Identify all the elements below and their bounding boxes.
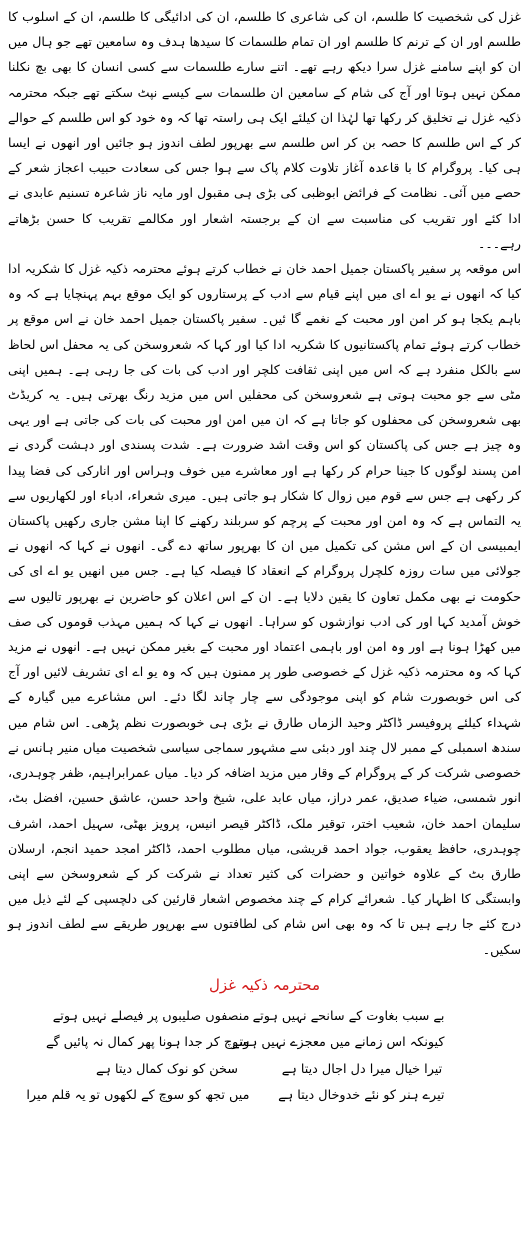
poem-couplet [8, 1057, 521, 1084]
article-paragraph-1: غزل کی شخصیت کا طلسم، ان کی شاعری کا طلسم، ان کی ادائیگی کا طلسم، ان کے اسلوب کا طلسم اور ان کے ترنم کا طلسم اور ان تمام طلسمات کا سیدھا ہدف وہ سامعین تھے جو ہال میں ان کو اپنے سامنے غزل سرا دیکھ رہے تھے۔ اتنے سارے طلسمات سے کسی انسان کا بھی بچ نکلنا ممکن نہیں ہوتا اور آج کی شام کے سامعین ان طلسمات سے کیسے نپٹ سکتے تھے جبکہ محترمہ ذکیہ غزل نے تخلیق کر رکھا تھا لہٰذا ان کیلئے ایک ہی راستہ تھا کہ وہ خود کو اس طلسم کے حوالے کر کے اس طلسم کا حصہ بن کر اس طلسم سے بھرپور لطف اندوز ہو جائیں اور انھوں نے ایسا ہی کیا۔ پروگرام کا با قاعدہ آغاز تلاوت کلام پاک سے ہوا جس کی سعادت حبیب اعجاز شعر کے حصے میں آئی۔ نظامت کے فرائض ابوظبی کی بڑی ہی مقبول اور مایہ ناز شاعرہ تسنیم عابدی نے ادا کئے اور تقریب کی مناسبت سے ان کے برجستہ اشعار اور مکالمے تقریب کا حسن بڑھاتے رہے۔۔۔ [8, 9, 521, 251]
poem-couplet [8, 1030, 521, 1057]
poem-line-second: تیرے ہنر کو نئے خدوخال دیتا ہے [278, 1088, 445, 1104]
poem-line-second: کیونکہ اس زمانے میں معجزے نہیں ہوتے [232, 1035, 445, 1051]
poem-line-first: سوچ کر جدا ہونا پھر کمال نہ پائیں گے [45, 1035, 250, 1051]
poem [8, 1004, 521, 1110]
poem-couplet [8, 1083, 521, 1110]
article-paragraph-2: اس موقعہ پر سفیر پاکستان جمیل احمد خان نے خطاب کرتے ہوئے محترمہ ذکیہ غزل کا شکریہ ادا کیا کہ انھوں نے یو اے ای میں اپنے قیام سے ادب کے پرستاروں کو ایک موقع بہم پہنچایا ہے کہ وہ باہم یکجا ہو کر امن اور محبت کے نغمے گا ئیں۔ سفیر پاکستان جمیل احمد خان نے اس موقع پر خطاب کرتے ہوئے تمام پاکستانیوں کا شکریہ ادا کیا اور کہا کہ شعروسخن کی یہ محفل اس لحاظ سے بالکل منفرد ہے کہ اس میں اپنی ثقافت کلچر اور ادب کی بات کی جا رہی ہے۔ ہمیں اپنی مٹی سے جو محبت ہوتی ہے شعروسخن کی محفلیں اس میں مزید رنگ بھرتی ہیں۔ یہ کریڈٹ بھی شعروسخن کی محفلوں کو جاتا ہے کہ ان میں امن اور محبت کی بات کی جاتی ہے اور یہی وہ چیز ہے جس کی پاکستان کو اس وقت اشد ضرورت ہے۔ شدت پسندی اور دہشت گردی نے امن پسند لوگوں کا جینا حرام کر رکھا ہے اور معاشرے میں خوف وہراس اور انارکی کی فضا پیدا کر رکھی ہے جس سے قوم میں زوال کا شکار ہو جاتی ہیں۔ میری شعراء، ادباء اور لکھاریوں سے یہ التماس ہے کہ وہ امن اور محبت کے پرچم کو سربلند رکھنے کا اپنا مشن جاری رکھیں پاکستان ایمبیسی ان کے اس مشن کی تکمیل میں ان کا بھرپور ساتھ دے گی۔ انھوں نے کہا کہ انھوں نے جولائی میں سات روزہ کلچرل پروگرام کے انعقاد کا فیصلہ کیا ہے۔ جس میں انھیں یو اے ای کی حکومت نے بھی مکمل تعاون کا یقین دلایا ہے۔ ان کے اس اعلان کو حاضرین نے بھرپور تالیوں سے خوش آمدید کہا اور کی ادب نوازشوں کو سراہا۔ انھوں نے کہا کہ ہمیں مہذب قوموں کی صف میں کھڑا ہونا ہے اور وہ امن اور باہمی اعتماد اور محبت کے بغیر ممکن نہیں ہے۔ انھوں نے مزید کہا کہ وہ محترمہ ذکیہ غزل کے خصوصی طور پر ممنون ہیں کہ وہ یو اے ای تشریف لائیں اور آج کی اس خوبصورت شام کو اپنی موجودگی سے چار چاند لگا دئے۔ اس مشاعرے میں گیارہ کے شہداء کیلئے پروفیسر ڈاکٹر وحید الزماں طارق نے بڑی ہی خوبصورت نظم پڑھی۔ اس شام میں سندھ اسمبلی کے ممبر لال چند اور دبئی سے مشہور سماجی سیاسی شخصیت میاں منیر ہانس نے خصوصی شرکت کر کے پروگرام کے وقار میں مزید اضافہ کر دیا۔ میاں عمرابراہیم، ظفر چوہدری، انور شمسی، ضیاء صدیق، عمر دراز، میاں عابد علی، شیخ واحد حسن، عاشق حسین، افضل بٹ، سلیمان احمد خان، شعیب اختر، توقیر ملک، ڈاکٹر قیصر انیس، پرویز بھٹی، سہیل احمد، اشرف چوہدری، حافظ یعقوب، جواد احمد قریشی، میاں مطلوب احمد، ڈاکٹر امجد حمید انجم، ارسلان طارق بٹ کے علاوہ خواتین و حضرات کی کثیر تعداد نے شرکت کر کے شعروسخن سے اپنی وابستگی کا اظہار کیا۔ شعرائے کرام کے چند مخصوص اشعار قارئین کی دلچسپی کے لئے ذیل میں درج کئے جا رہے ہیں تا کہ وہ بھی اس شام کی لطافتوں سے بھرپور طریقے سے لطف اندوز ہو سکیں۔ [8, 261, 521, 957]
poem-line-first: منصفوں صلیبوں پر فیصلے نہیں ہوتے [52, 1008, 250, 1024]
poem-line-second: بے سبب بغاوت کے سانحے نہیں ہوتے [252, 1008, 445, 1024]
poem-line-first: سخن کو نوک کمال دیتا ہے [95, 1061, 239, 1077]
poem-couplet [8, 1004, 521, 1031]
poem-title: محترمہ ذکیہ غزل [208, 975, 321, 994]
poem-line-first: میں تجھ کو سوچ کے لکھوں تو یہ قلم میرا [26, 1088, 250, 1104]
poem-line-second: تیرا خیال میرا دل اجال دیتا ہے [281, 1061, 443, 1077]
